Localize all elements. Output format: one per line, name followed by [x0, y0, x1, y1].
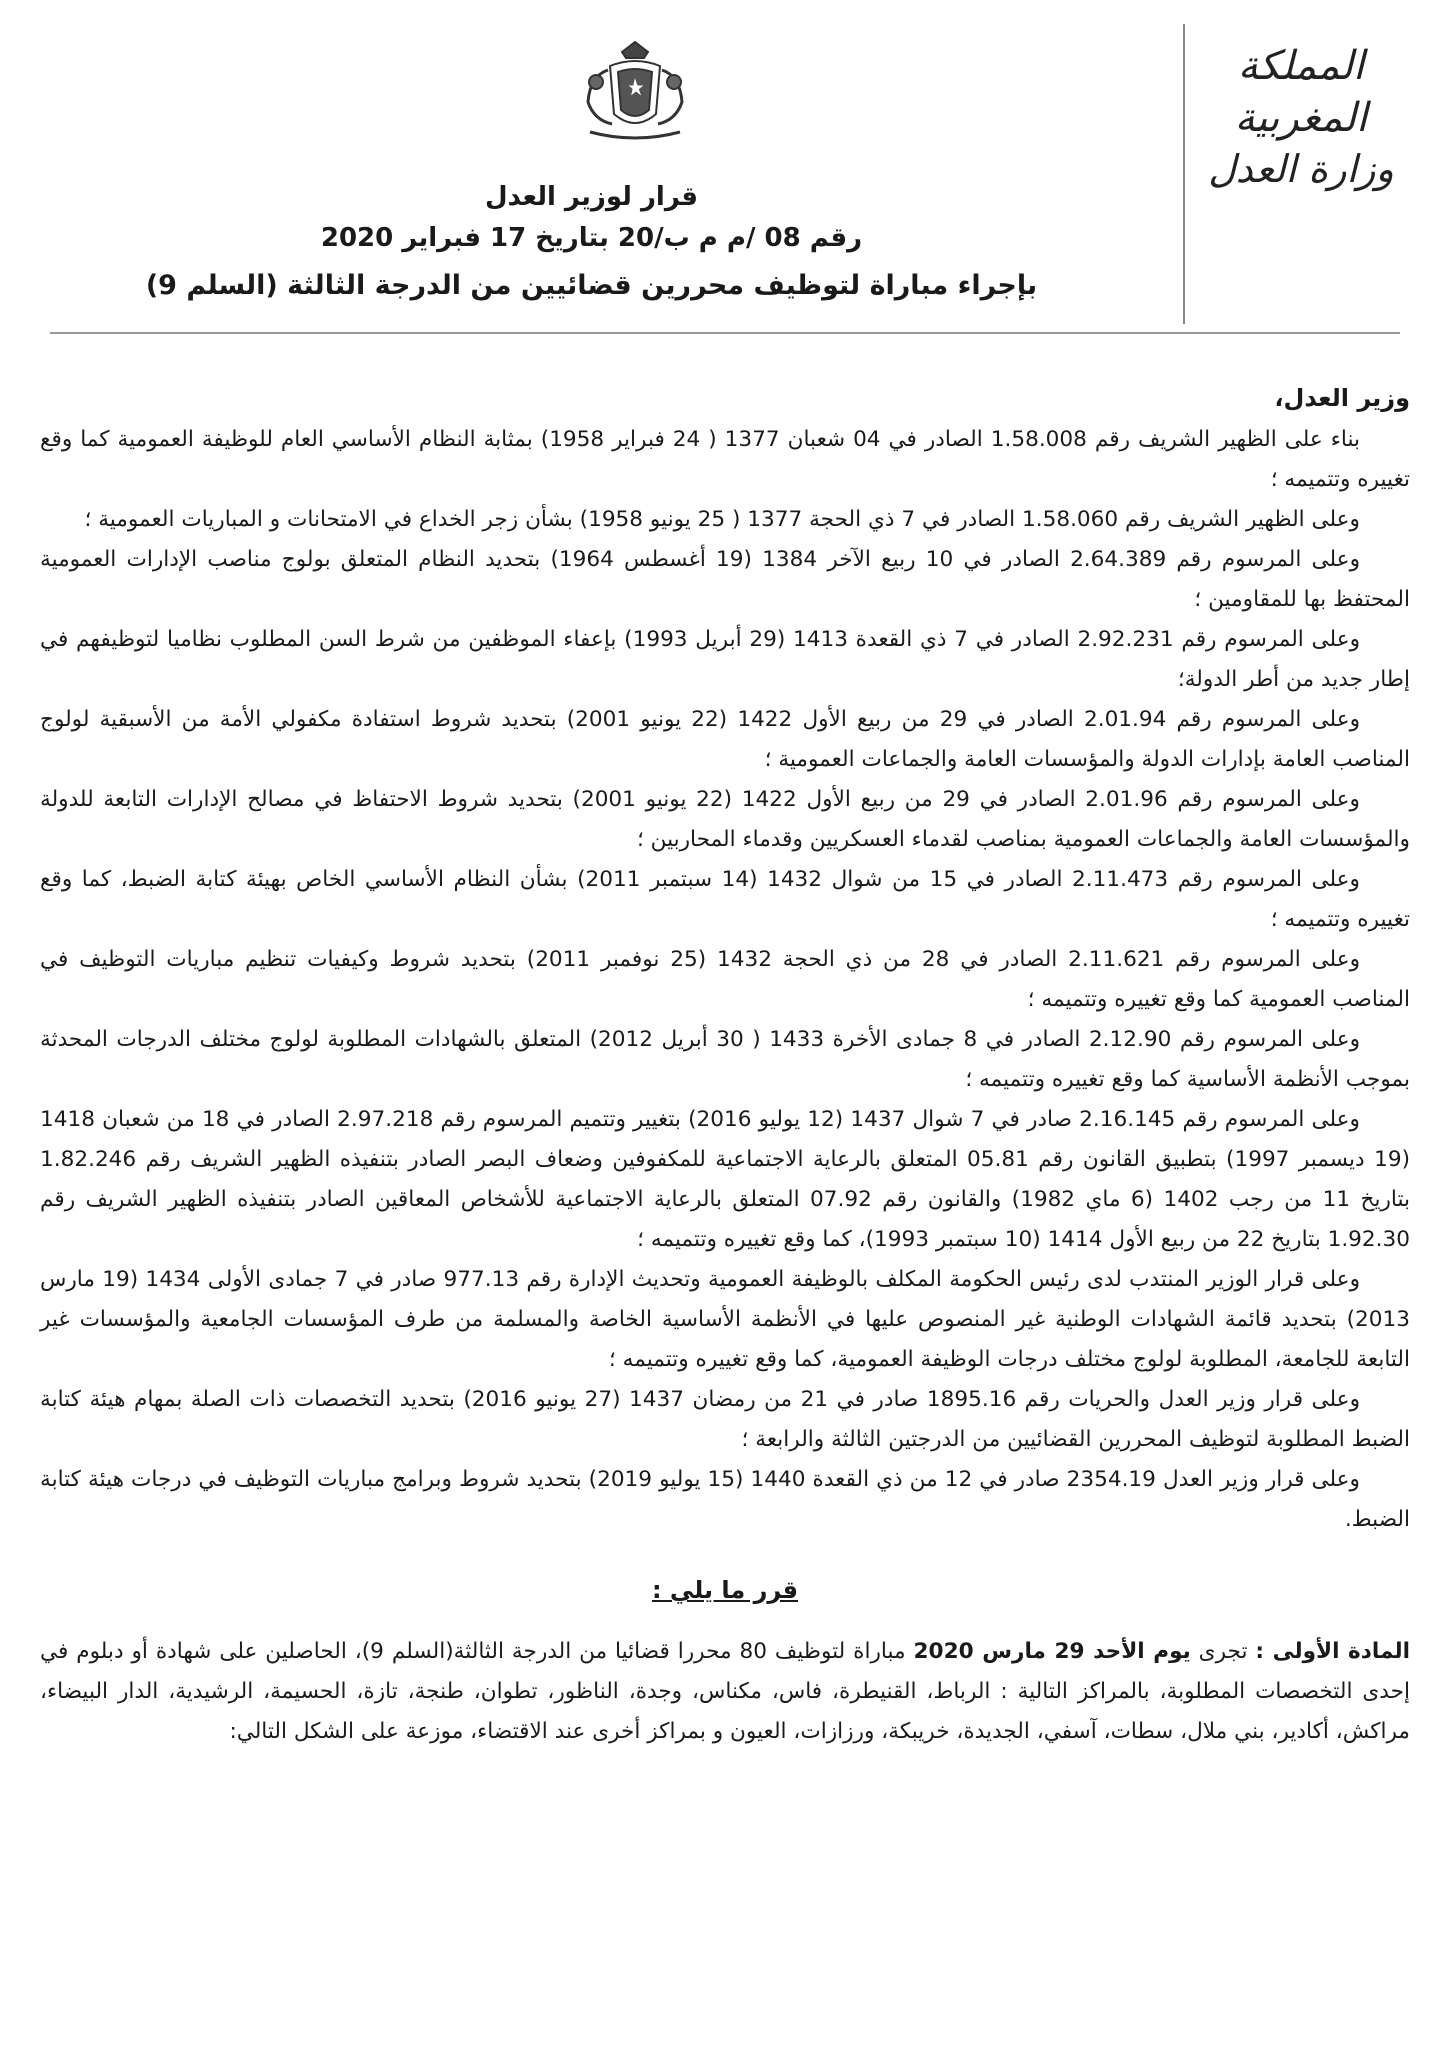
preamble-paragraph: وعلى قرار وزير العدل والحريات رقم 1895.16 صادر في 21 من رمضان 1437 (27 يونيو 2016) بتحديد التخصصات ذات الصلة بمهام هيئة كتابة الضبط المطلوبة لتوظيف المحررين القضائيين من الدرجتين الثالثة والرابعة ؛: [40, 1387, 1410, 1452]
article-1-label: المادة الأولى :: [1255, 1639, 1410, 1664]
royal-coat-of-arms-icon: [560, 36, 710, 146]
header-horizontal-divider: [50, 332, 1400, 334]
article-1: [40, 1632, 1410, 1752]
preamble-paragraph: وعلى المرسوم رقم 2.11.473 الصادر في 15 من شوال 1432 (14 سبتمبر 2011) بشأن النظام الأساسي الخاص بهيئة كتابة الضبط، كما وقع تغييره وتتميمه ؛: [40, 867, 1410, 932]
document-body: [40, 378, 1410, 1774]
ministry-name: وزارة العدل: [1208, 147, 1394, 191]
ministry-heading: [1181, 40, 1421, 194]
article-1-pre: تجرى: [1190, 1639, 1248, 1664]
article-1-text: مباراة لتوظيف 80 محررا قضائيا من الدرجة الثالثة(السلم 9)، الحاصلين على شهادة أو دبلوم في إحدى التخصصات المطلوبة، بالمراكز التالية : الرباط، القنيطرة، فاس، مكناس، وجدة، الناظور، تطوان، طنجة، تازة، الحسيمة، الرشيدية، الدار البيضاء، مراكش، أكادير، بني ملال، سطات، آسفي، الجديدة، خريبكة، ورزازات، العيون و بمراكز أخرى عند الاقتضاء، موزعة على الشكل التالي:: [40, 1639, 1410, 1744]
decision-number: رقم 08 /م م ب/20 بتاريخ 17 فبراير 2020: [320, 223, 863, 253]
preamble-paragraph: وعلى الظهير الشريف رقم 1.58.060 الصادر في 7 ذي الحجة 1377 ( 25 يونيو 1958) بشأن زجر الخداع في الامتحانات و المباريات العمومية ؛: [84, 507, 1360, 532]
preamble-paragraph: بناء على الظهير الشريف رقم 1.58.008 الصادر في 04 شعبان 1377 ( 24 فبراير 1958) بمثابة النظام الأساسي العام للوظيفة العمومية كما وقع تغييره وتتميمه ؛: [40, 427, 1410, 492]
preamble-paragraph: وعلى المرسوم رقم 2.92.231 الصادر في 7 ذي القعدة 1413 (29 أبريل 1993) بإعفاء الموظفين من شرط السن المطلوب نظاميا لتوظيفهم في إطار جديد من أطر الدولة؛: [40, 627, 1410, 692]
preamble-paragraph: وعلى المرسوم رقم 2.11.621 الصادر في 28 من ذي الحجة 1432 (25 نوفمبر 2011) بتحديد شروط وكيفيات تنظيم مباريات التوظيف في المناصب العمومية كما وقع تغييره وتتميمه ؛: [40, 947, 1410, 1012]
article-1-date: يوم الأحد 29 مارس 2020: [913, 1639, 1191, 1664]
kingdom-name: المملكة المغربية: [1234, 43, 1368, 141]
preamble-paragraph: وعلى قرار وزير العدل 2354.19 صادر في 12 من ذي القعدة 1440 (15 يوليو 2019) بتحديد شروط وبرامج مباريات التوظيف في درجات هيئة كتابة الضبط.: [40, 1467, 1410, 1532]
preamble-paragraph: وعلى قرار الوزير المنتدب لدى رئيس الحكومة المكلف بالوظيفة العمومية وتحديث الإدارة رقم 977.13 صادر في 7 جمادى الأولى 1434 (19 مارس 2013) بتحديد قائمة الشهادات الوطنية غير المنصوص عليها في الأنظمة الأساسية الخاصة والمسلمة من طرف المؤسسات الجامعية والمؤسسات غير التابعة للجامعة، المطلوبة لولوج مختلف درجات الوظيفة العمومية، كما وقع تغييره وتتميمه ؛: [40, 1267, 1410, 1372]
preamble-paragraph: وعلى المرسوم رقم 2.64.389 الصادر في 10 ربيع الآخر 1384 (19 أغسطس 1964) بتحديد النظام المتعلق بولوج مناصب الإدارات العمومية المحتفظ بها للمقاومين ؛: [40, 547, 1410, 612]
preamble-paragraph: وعلى المرسوم رقم 2.01.96 الصادر في 29 من ربيع الأول 1422 (22 يونيو 2001) بتحديد شروط الاحتفاظ في مصالح الإدارات التابعة للدولة والمؤسسات العامة والجماعات العمومية بمناصب لقدماء العسكريين وقدماء المحاربين ؛: [40, 787, 1410, 852]
preamble-paragraph: وعلى المرسوم رقم 2.12.90 الصادر في 8 جمادى الأخرة 1433 ( 30 أبريل 2012) المتعلق بالشهادات المطلوبة لولوج مختلف الدرجات المحدثة بموجب الأنظمة الأساسية كما وقع تغييره وتتميمه ؛: [40, 1027, 1410, 1092]
minister-heading: وزير العدل،: [1274, 384, 1410, 412]
decision-title: قرار لوزير العدل: [484, 182, 699, 212]
header-vertical-divider: [1183, 24, 1185, 324]
preamble-paragraph: وعلى المرسوم رقم 2.16.145 صادر في 7 شوال 1437 (12 يوليو 2016) بتغيير وتتميم المرسوم رقم 2.97.218 الصادر في 18 من شعبان 1418 (19 ديسمبر 1997) بتطبيق القانون رقم 05.81 المتعلق بالرعاية الاجتماعية للمكفوفين وضعاف البصر الصادر بتنفيذه الظهير الشريف رقم 1.82.246 بتاريخ 11 من رجب 1402 (6 ماي 1982) والقانون رقم 07.92 المتعلق بالرعاية الاجتماعية للأشخاص المعاقين الصادر بتنفيذه الظهير الشريف رقم 1.92.30 بتاريخ 22 من ربيع الأول 1414 (10 سبتمبر 1993)، كما وقع تغييره وتتميمه ؛: [40, 1107, 1411, 1252]
preamble-paragraph: وعلى المرسوم رقم 2.01.94 الصادر في 29 من ربيع الأول 1422 (22 يونيو 2001) بتحديد شروط استفادة مكفولي الأمة من الأسبقية لولوج المناصب العامة بإدارات الدولة والمؤسسات العامة والجماعات العمومية ؛: [40, 707, 1410, 772]
decides-heading: قرر ما يلي :: [651, 1576, 799, 1604]
decision-titles: [0, 178, 1183, 312]
decision-subject: بإجراء مباراة لتوظيف محررين قضائيين من الدرجة الثالثة (السلم 9): [145, 270, 1038, 301]
